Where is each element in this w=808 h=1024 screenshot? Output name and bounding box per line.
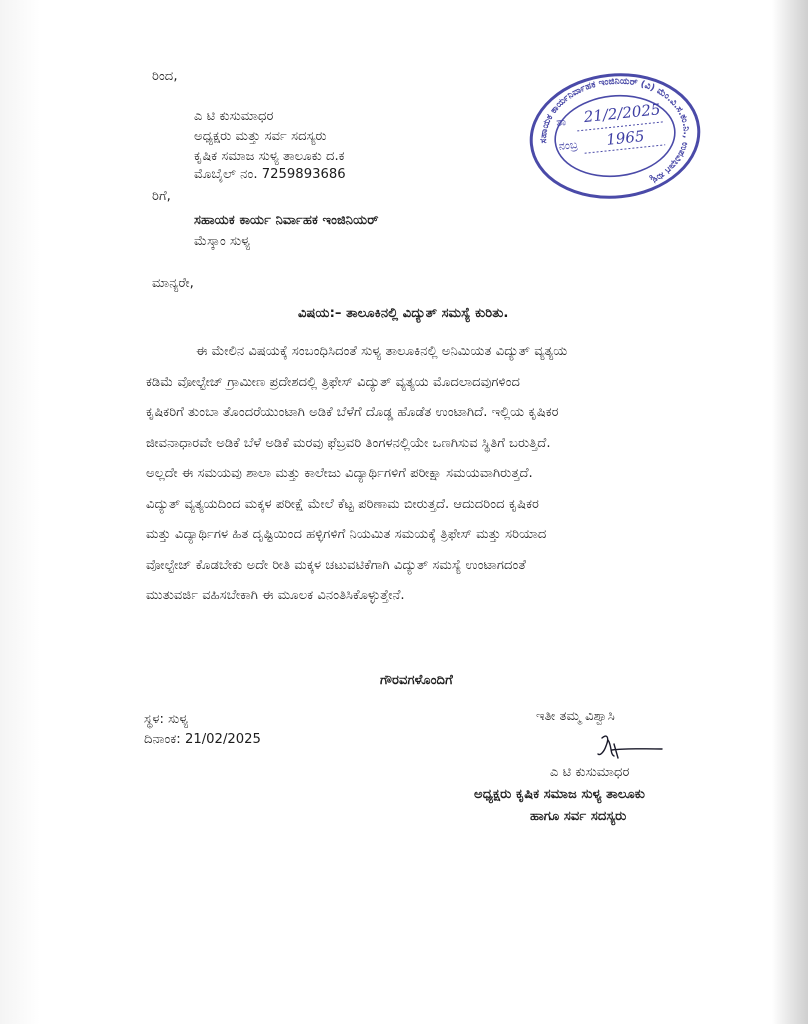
recipient-org: ಮೆಸ್ಕಾಂ ಸುಳ್ಯ (194, 234, 251, 249)
sender-title: ಅಧ್ಯಕ್ಷರು ಮತ್ತು ಸರ್ವ ಸದಸ್ಯರು (194, 129, 327, 144)
sign-name: ಎ ಟಿ ಕುಸುಮಾಧರ (550, 765, 630, 780)
date-value: 21/02/2025 (184, 732, 261, 747)
received-stamp (522, 63, 708, 208)
stamp-ring-text: ಸಹಾಯಕ ಕಾರ್ಯನಿರ್ವಾಹಕ ಇಂಜಿನಿಯರ್ (ವಿ) ಮೆಂ.ವಿ.ಸ.ಕಂ.ನಿ., ಉಪವಿಭಾಗ ಸುಳ್ಯ (538, 76, 691, 186)
body-line: ಕೃಷಿಕರಿಗೆ ತುಂಬಾ ತೊಂದರೆಯುಂಟಾಗಿ ಅಡಿಕೆ ಬೆಳೆಗೆ ದೊಡ್ಡ ಹೊಡೆತ ಉಂಟಾಗಿದೆ. ಇಲ್ಲಿಯ ಕೃಷಿಕರ (146, 405, 559, 420)
body-line: ಜೀವನಾಧಾರವೇ ಅಡಿಕೆ ಬೆಳೆ ಅಡಿಕೆ ಮರವು ಫೆಬ್ರವರಿ ತಿಂಗಳನಲ್ಲಿಯೇ ಒಣಗಿಸುವ ಸ್ಥಿತಿಗೆ ಬರುತ್ತಿದೆ. (146, 435, 551, 451)
subject-line (298, 305, 508, 323)
body-line: ಕಡಿಮೆ ವೋಲ್ಟೇಜ್ ಗ್ರಾಮೀಣ ಪ್ರದೇಶದಲ್ಲಿ ತ್ರಿಫೇಸ್ ವಿದ್ಯುತ್ ವ್ಯತ್ಯಯ ಮೊದಲಾದವುಗಳಿಂದ (146, 374, 521, 390)
body-paragraph (146, 337, 666, 612)
to-label: ರಿಗೆ, (152, 189, 171, 204)
salutation: ಮಾನ್ಯರೇ, (152, 276, 194, 291)
date-label: ದಿನಾಂಕ: (144, 732, 181, 747)
regards: ಗೌರವಗಳೊಂದಿಗೆ (380, 673, 453, 688)
mobile-number: 7259893686 (261, 167, 346, 182)
sender-mobile-line (194, 166, 346, 184)
date-line (144, 731, 261, 749)
body-line: ಅಲ್ಲದೇ ಈ ಸಮಯವು ಶಾಲಾ ಮತ್ತು ಕಾಲೇಜು ವಿದ್ಯಾರ್ಥಿಗಳಿಗೆ ಪರೀಕ್ಷಾ ಸಮಯವಾಗಿರುತ್ತದೆ. (146, 466, 533, 481)
body-line: ಈ ಮೇಲಿನ ವಿಷಯಕ್ಕೆ ಸಂಬಂಧಿಸಿದಂತೆ ಸುಳ್ಯ ತಾಲೂಕಿನಲ್ಲಿ ಅನಿಮಿಯತ ವಿದ್ಯುತ್ ವ್ಯತ್ಯಯ (196, 344, 568, 359)
stamp-date-label: ತಾ (555, 115, 567, 130)
sender-org: ಕೃಷಿಕ ಸಮಾಜ ಸುಳ್ಯ ತಾಲೂಕು ದ.ಕ (194, 149, 345, 164)
stamp-date: 21/2/2025 (582, 100, 662, 127)
subject-label: ವಿಷಯ:– (298, 306, 342, 321)
stamp-number: 1965 (605, 126, 646, 149)
scan-edge-left (0, 0, 40, 1024)
sign-title-2: ಹಾಗೂ ಸರ್ವ ಸದಸ್ಯರು (530, 809, 627, 824)
sender-name: ಎ ಟಿ ಕುಸುಮಾಧರ (194, 109, 274, 124)
letter-page (40, 0, 772, 1024)
place-value: ಸುಳ್ಯ (168, 712, 189, 727)
place-line (144, 711, 188, 729)
recipient-title: ಸಹಾಯಕ ಕಾರ್ಯ ನಿರ್ವಾಹಕ ಇಂಜಿನಿಯರ್ (194, 213, 379, 228)
from-label: ರಿಂದ, (152, 69, 178, 84)
body-line: ವಿದ್ಯುತ್ ವ್ಯತ್ಯಯದಿಂದ ಮಕ್ಕಳ ಪರೀಕ್ಷೆ ಮೇಲೆ ಕೆಟ್ಟ ಪರಿಣಾಮ ಬೀರುತ್ತದೆ. ಆದುದರಿಂದ ಕೃಷಿಕರ (146, 496, 540, 512)
mobile-label: ಮೊಬೈಲ್ ನಂ. (194, 167, 258, 182)
body-line: ಮುತುವರ್ಜಿ ವಹಿಸಬೇಕಾಗಿ ಈ ಮೂಲಕ ವಿನಂತಿಸಿಕೊಳ್ಳುತ್ತೇನೆ. (146, 588, 405, 603)
sign-title: ಅಧ್ಯಕ್ಷರು ಕೃಷಿಕ ಸಮಾಜ ಸುಳ್ಯ ತಾಲೂಕು (474, 787, 645, 802)
scan-edge-right (772, 0, 808, 1024)
closing: ಇತೀ ತಮ್ಮ ವಿಶ್ವಾಸಿ (536, 709, 615, 724)
place-label: ಸ್ಥಳ: (144, 712, 164, 727)
signature-mark (592, 732, 664, 762)
body-line: ವೋಲ್ಟೇಜ್ ಕೊಡಬೇಕು ಅದೇ ರೀತಿ ಮಕ್ಕಳ ಚಟುವಟಿಕೆಗಾಗಿ ವಿದ್ಯುತ್ ಸಮಸ್ಯೆ ಉಂಟಾಗದಂತೆ (146, 557, 526, 573)
subject-text: ತಾಲೂಕಿನಲ್ಲಿ ವಿದ್ಯುತ್ ಸಮಸ್ಯೆ ಕುರಿತು. (346, 306, 509, 321)
stamp-number-label: ನಂಬ್ರ (558, 137, 579, 153)
body-line: ಮತ್ತು ವಿದ್ಯಾರ್ಥಿಗಳ ಹಿತ ದೃಷ್ಟಿಯಿಂದ ಹಳ್ಳಿಗಳಿಗೆ ನಿಯಮಿತ ಸಮಯಕ್ಕೆ ತ್ರಿಫೇಸ್ ಮತ್ತು ಸರಿಯಾದ (146, 527, 547, 542)
